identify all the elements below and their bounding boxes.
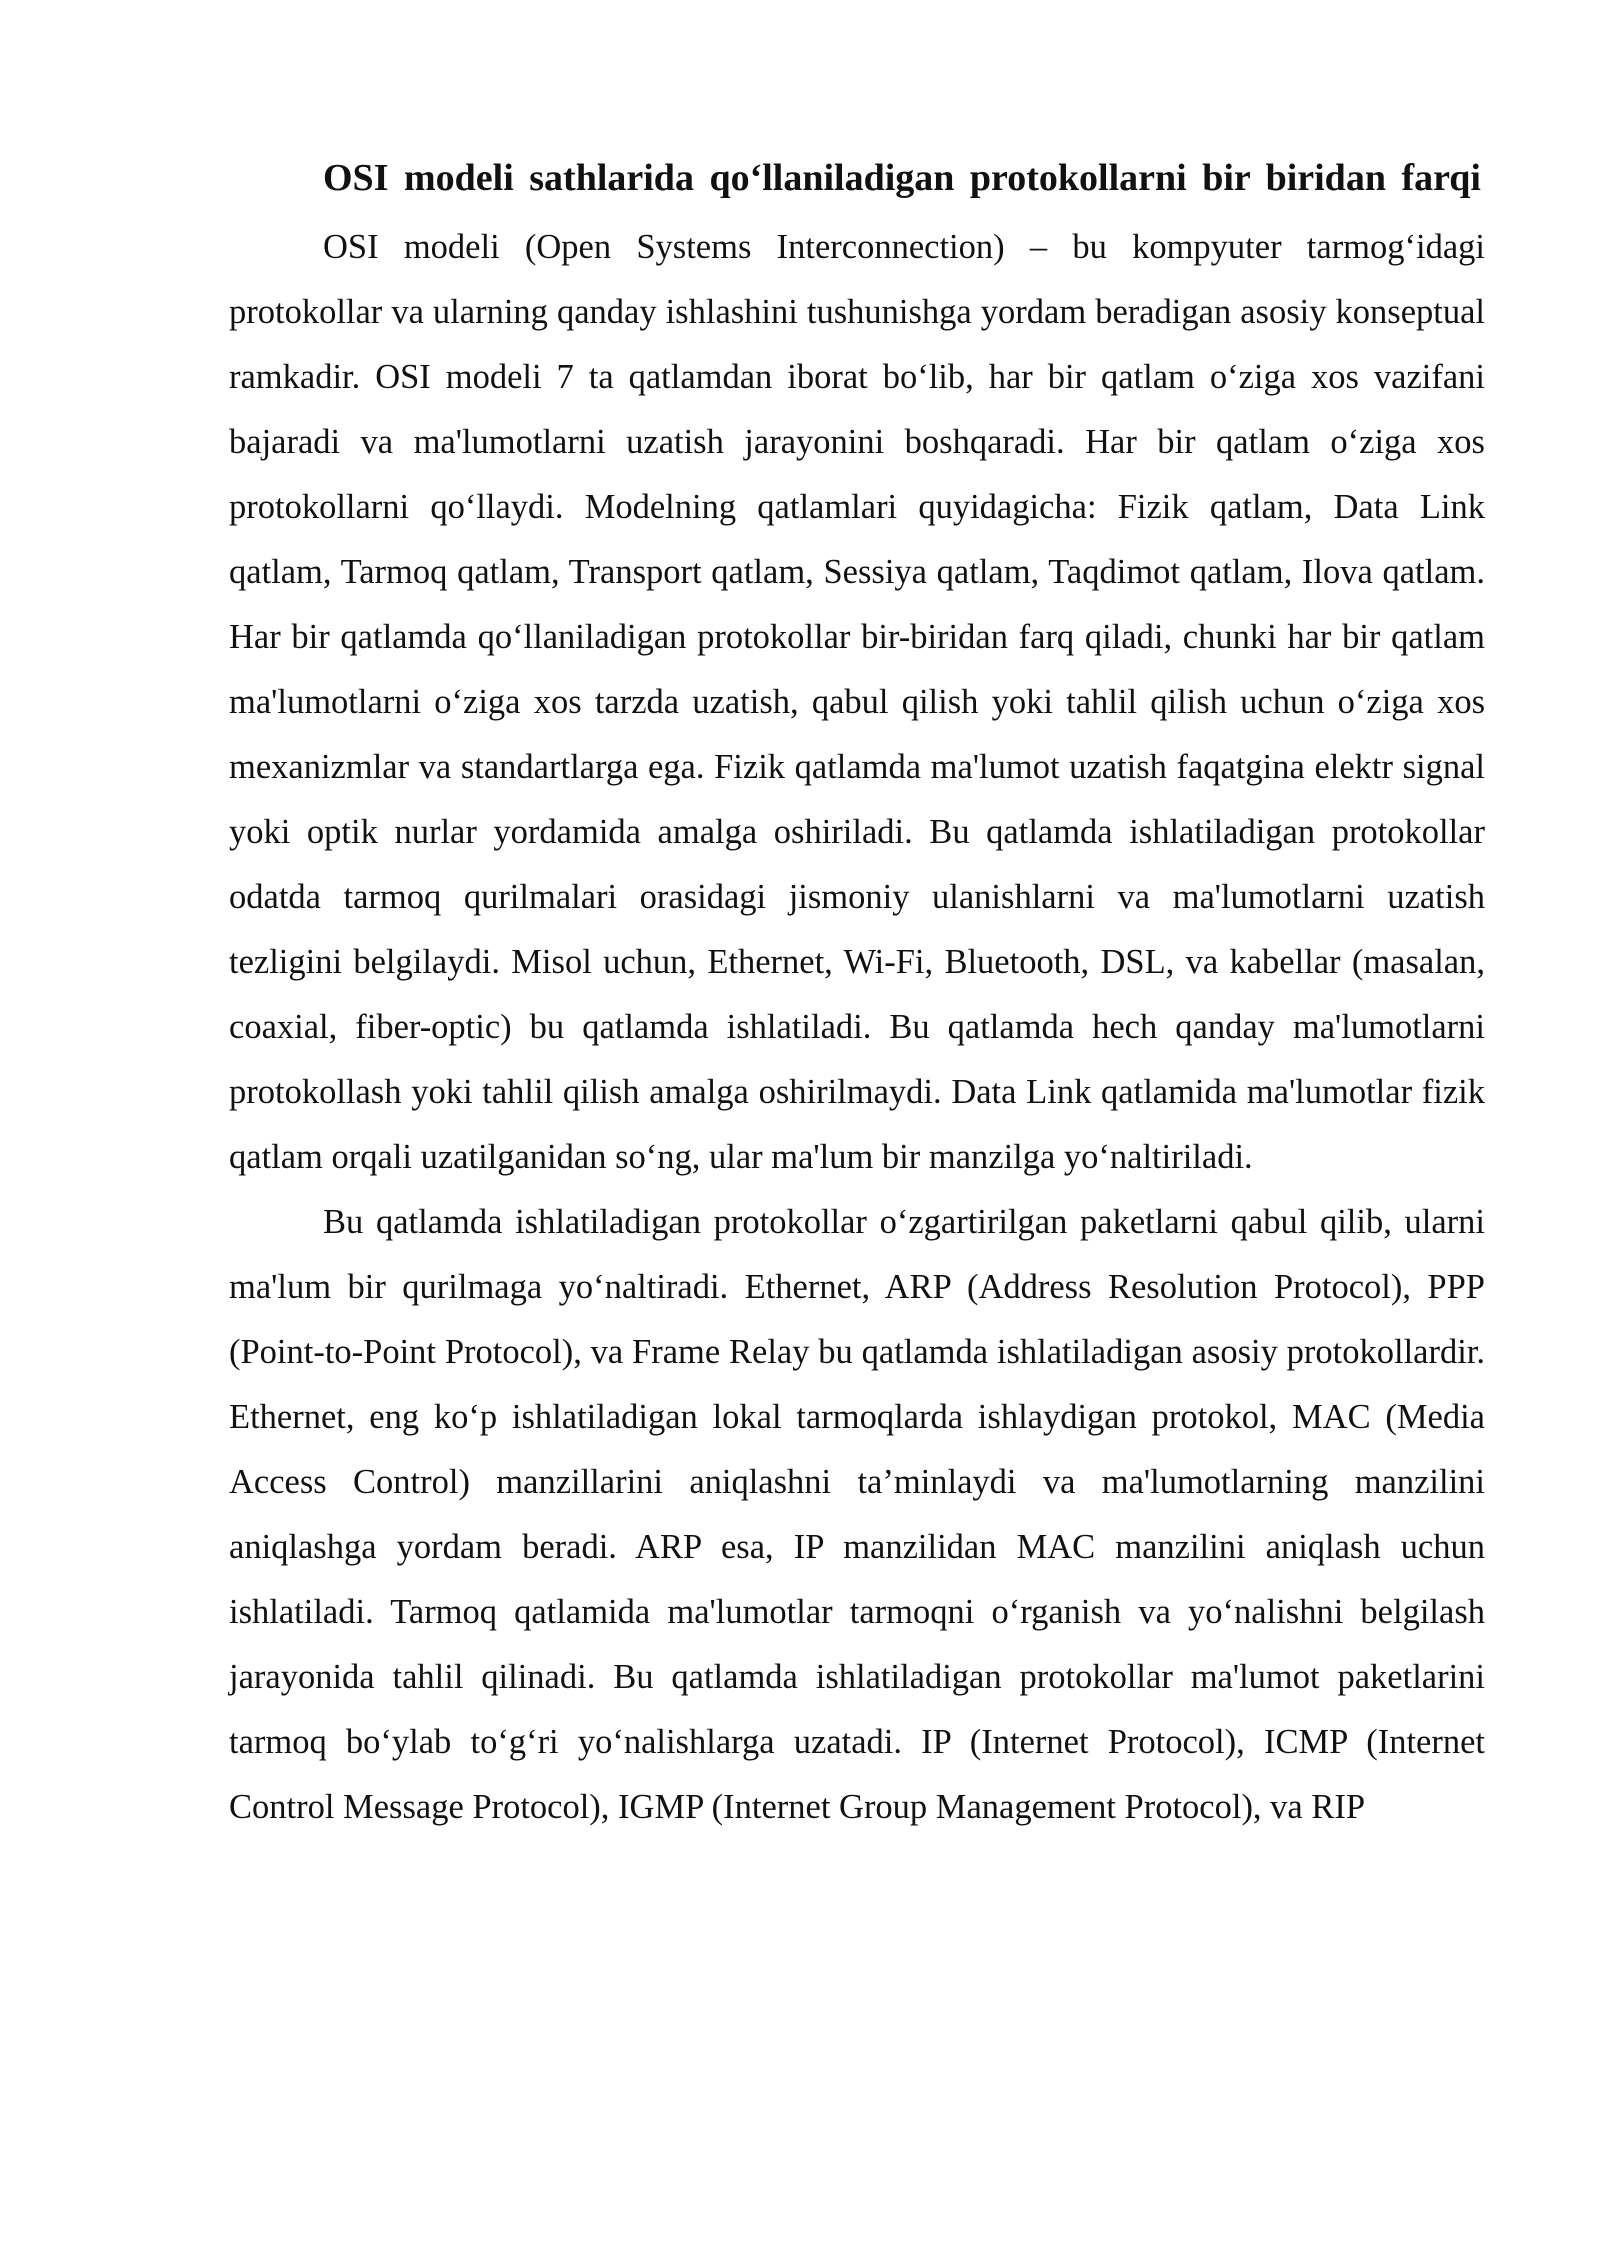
- paragraph: Bu qatlamda ishlatiladigan protokollar o‘zgartirilgan paketlarni qabul qilib, ularni ma'lum bir qurilmaga yo‘naltiradi. Ethernet, ARP (Address Resolution Protocol), PPP (Point-to-Point Protocol), va Frame Relay bu qatlamda ishlatiladigan asosiy protokollardir. Ethernet, eng ko‘p ishlatiladigan lokal tarmoqlarda ishlaydigan protokol, MAC (Media Access Control) manzillarini aniqlashni ta’minlaydi va ma'lumotlarning manzilini aniqlashga yordam beradi. ARP esa, IP manzilidan MAC manzilini aniqlash uchun ishlatiladi. Tarmoq qatlamida ma'lumotlar tarmoqni o‘rganish va yo‘nalishni belgilash jarayonida tahlil qilinadi. Bu qatlamda ishlatiladigan protokollar ma'lumot paketlarini tarmoq bo‘ylab to‘g‘ri yo‘nalishlarga uzatadi. IP (Internet Protocol), ICMP (Internet Control Message Protocol), IGMP (Internet Group Management Protocol), va RIP: [229, 1203, 1485, 1826]
- document-body: [229, 142, 1485, 1840]
- paragraph: OSI modeli (Open Systems Interconnection) – bu kompyuter tarmog‘idagi protokollar va ularning qanday ishlashini tushunishga yordam beradigan asosiy konseptual ramkadir. OSI modeli 7 ta qatlamdan iborat bo‘lib, har bir qatlam o‘ziga xos vazifani bajaradi va ma'lumotlarni uzatish jarayonini boshqaradi. Har bir qatlam o‘ziga xos protokollarni qo‘llaydi. Modelning qatlamlari quyidagicha: Fizik qatlam, Data Link qatlam, Tarmoq qatlam, Transport qatlam, Sessiya qatlam, Taqdimot qatlam, Ilova qatlam. Har bir qatlamda qo‘llaniladigan protokollar bir-biridan farq qiladi, chunki har bir qatlam ma'lumotlarni o‘ziga xos tarzda uzatish, qabul qilish yoki tahlil qilish uchun o‘ziga xos mexanizmlar va standartlarga ega. Fizik qatlamda ma'lumot uzatish faqatgina elektr signal yoki optik nurlar yordamida amalga oshiriladi. Bu qatlamda ishlatiladigan protokollar odatda tarmoq qurilmalari orasidagi jismoniy ulanishlarni va ma'lumotlarni uzatish tezligini belgilaydi. Misol uchun, Ethernet, Wi-Fi, Bluetooth, DSL, va kabellar (masalan, coaxial, fiber-optic) bu qatlamda ishlatiladi. Bu qatlamda hech qanday ma'lumotlarni protokollash yoki tahlil qilish amalga oshirilmaydi. Data Link qatlamida ma'lumotlar fizik qatlam orqali uzatilganidan so‘ng, ular ma'lum bir manzilga yo‘naltiriladi.: [229, 228, 1485, 1176]
- document-title: OSI modeli sathlarida qo‘llaniladigan protokollarni bir biridan farqi: [323, 157, 1481, 199]
